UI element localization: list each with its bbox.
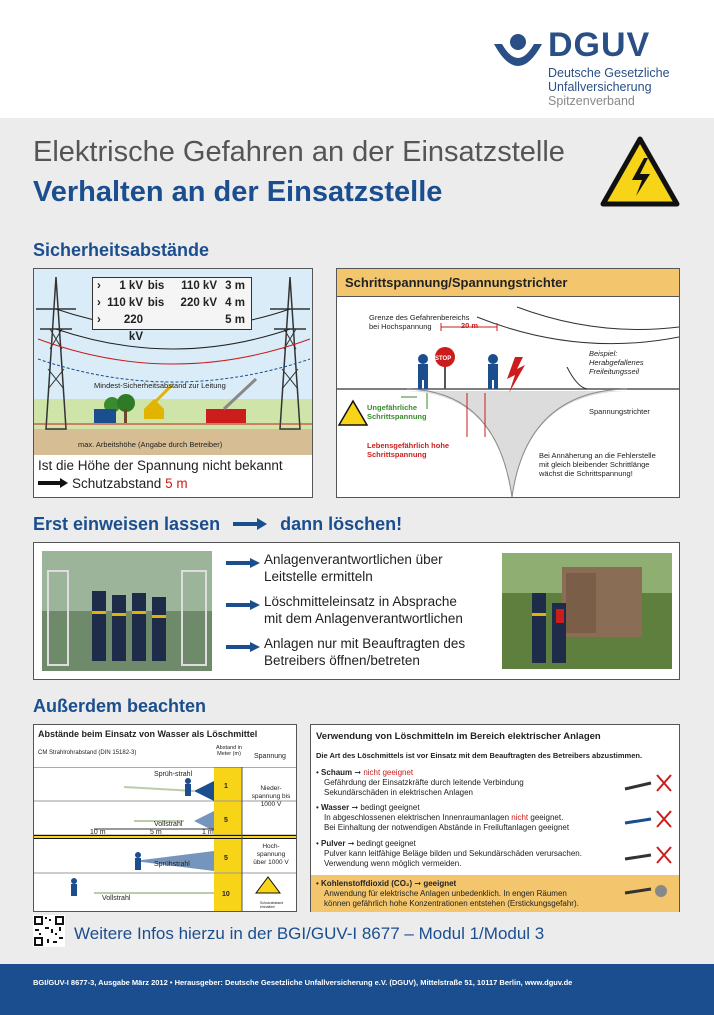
page-title: Elektrische Gefahren an der Einsatzstelle (33, 136, 565, 168)
approach-note: Bei Annäherung an die Fehlerstelle mit gleich bleibender Schrittlänge wächst die Schrittspannung! (539, 451, 656, 478)
full-jet-label: Vollstrahl (154, 821, 183, 828)
step-voltage-panel (336, 268, 680, 498)
arrow-right-icon: ➞ (347, 839, 355, 848)
danger-zone-label: Grenze des Gefahrenbereichs bei Hochspannung (369, 313, 470, 331)
einweisen-panel (33, 542, 680, 680)
page-subtitle: Verhalten an der Einsatzstelle (33, 176, 443, 208)
logo-name: DGUV (548, 26, 651, 64)
arrow-right-icon: ➞ (351, 803, 359, 812)
dguv-logo-icon (492, 28, 544, 80)
water-distance-subtitle: CM Strahlrohrabstand (DIN 15182-3) (38, 750, 137, 756)
arrow-right-icon (38, 475, 66, 484)
heading-einweisen: Erst einweisen lassen dann löschen! (33, 514, 403, 534)
min-distance-label: Mindest-Sicherheitsabstand zur Leitung (94, 381, 226, 390)
high-voltage-warning-icon (600, 136, 680, 208)
distance-value: 10 (222, 891, 230, 898)
extinguisher-usage-panel (310, 724, 680, 912)
example-label: Beispiel: Herabgefallenes Freileitungsseil (589, 349, 644, 376)
qr-code-icon[interactable] (33, 915, 65, 947)
full-jet-label-2: Vollstrahl (102, 895, 131, 902)
distance-value: 5 (224, 855, 228, 862)
water-distance-panel (33, 724, 297, 912)
list-item: Anlagen nur mit Beauftragten des Betreibers öffnen/betreten (264, 636, 466, 668)
arrow-right-icon (226, 642, 260, 652)
extinguisher-usage-title: Verwendung von Löschmitteln im Bereich elektrischer Anlagen (316, 731, 601, 742)
more-info-link[interactable]: Weitere Infos hierzu in der BGI/GUV-I 8677 – Modul 1/Modul 3 (74, 924, 545, 943)
distance-value: 5 (224, 817, 228, 824)
list-item: • Kohlenstoffdioxid (CO₂) ➞ geeignet Anwendung für elektrische Anlagen unbedenklich. In engen Räumen können gefährlich hohe Konzentrationen entstehen (Erstickungsgefahr). (316, 879, 579, 908)
distance-5m-label: 5 m (150, 829, 162, 836)
safety-sign: Schutzabstand einhalten! (260, 901, 284, 909)
list-item: Anlagenverantwortlichen über Leitstelle ermitteln (264, 552, 443, 584)
dguv-logo[interactable] (492, 24, 692, 114)
extinguisher-usage-intro: Die Art des Löschmittels ist vor Einsatz mit dem Beauftragten des Betreibers abzustimmen. (316, 751, 643, 760)
table-row: › 1 kV bis 110 kV 3 m (97, 280, 245, 292)
distance-column-header: Abstand in Meter (m) (216, 745, 242, 757)
table-row: › 220 kV 5 m (97, 314, 245, 343)
firefighters-photo-left (42, 551, 212, 671)
voltage-column-header: Spannung (254, 753, 286, 760)
heading-sicherheitsabstaende: Sicherheitsabstände (33, 240, 210, 260)
distance-20m-label: 20 m (461, 321, 479, 330)
list-item: • Schaum ➞ nicht geeignet Gefährdung der Einsatzkräfte durch leitende Verbindung Sekundärschäden in elektrischen Anlagen (316, 768, 524, 797)
table-row: › 110 kV bis 220 kV 4 m (97, 297, 245, 309)
stop-sign: STOP (435, 356, 452, 362)
list-item: • Wasser ➞ bedingt geeignet In abgeschlossenen elektrischen Innenraumanlagen nicht geeignet. Bei Einhaltung der notwendigen Abstände in Freiluftanlagen geeignet (316, 803, 570, 832)
water-distance-title: Abstände beim Einsatz von Wasser als Löschmittel (38, 729, 258, 739)
distance-1m-label: 1 m (202, 829, 214, 836)
unknown-voltage-note: Ist die Höhe der Spannung nicht bekannt Schutzabstand 5 m (38, 458, 283, 491)
high-voltage-label: Hoch-spannung über 1000 V (253, 843, 289, 866)
arrow-right-icon (226, 600, 260, 610)
header (0, 0, 714, 118)
footer-text: BGI/GUV-I 8677-3, Ausgabe März 2012 • Herausgeber: Deutsche Gesetzliche Unfallversicherung e.V. (DGUV), Mittelstraße 51, 10117 Berlin, www.dguv.de (33, 978, 573, 987)
low-voltage-label: Nieder-spannung bis 1000 V (251, 785, 291, 808)
firefighters-photo-right (502, 553, 672, 669)
arrow-right-icon (226, 558, 260, 568)
arrow-right-icon: ➞ (414, 879, 422, 888)
safe-step-voltage-label: Ungefährliche Schrittspannung (367, 403, 427, 421)
voltage-funnel-label: Spannungstrichter (589, 407, 650, 416)
list-item: • Pulver ➞ bedingt geeignet Pulver kann leitfähige Beläge bilden und Sekundärschäden verursachen. Verwendung wenn möglich vermeiden. (316, 839, 582, 868)
dangerous-step-voltage-label: Lebensgefährlich hohe Schrittspannung (367, 441, 450, 459)
step-voltage-title: Schrittspannung/Spannungstrichter (337, 269, 679, 297)
heading-ausserdem: Außerdem beachten (33, 696, 207, 716)
list-item: Löschmitteleinsatz in Absprache mit dem Anlagenverantwortlichen (264, 594, 463, 626)
work-height-label: max. Arbeitshöhe (Angabe durch Betreiber) (78, 440, 223, 449)
distance-10m-label: 10 m (90, 829, 106, 836)
footer (0, 964, 714, 1015)
extinguisher-icons (621, 769, 677, 909)
distance-value: 1 (224, 783, 228, 790)
safety-distances-panel (33, 268, 313, 498)
arrow-right-icon: ➞ (354, 768, 362, 777)
arrow-right-icon (233, 514, 267, 526)
spray-jet-label: Sprüh-strahl (154, 771, 193, 778)
logo-subtitle: Deutsche Gesetzliche Unfallversicherung Spitzenverband (548, 66, 670, 108)
voltage-distance-table (92, 277, 252, 343)
spray-jet-label-2: Sprühstrahl (154, 861, 190, 868)
